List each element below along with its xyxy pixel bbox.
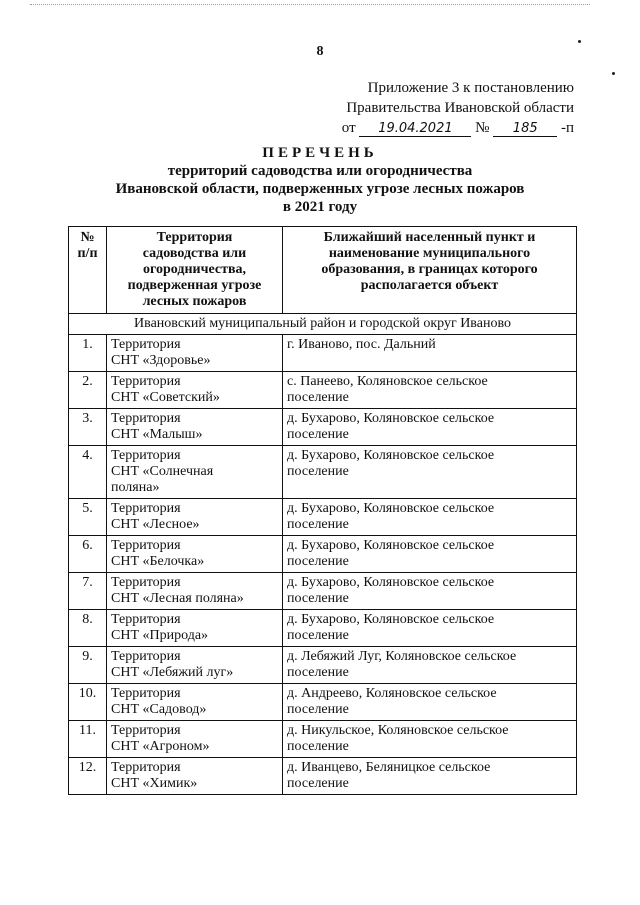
settlement-line: д. Бухарово, Коляновское сельское (287, 612, 495, 627)
territory-line: поляна» (111, 480, 160, 495)
territory-line: Территория (111, 538, 181, 553)
row-settlement (283, 409, 577, 446)
header-settlement-line: располагается объект (360, 278, 499, 293)
territory-line: Территория (111, 760, 181, 775)
table-row (69, 536, 577, 573)
row-settlement (283, 573, 577, 610)
scan-dot (612, 72, 615, 75)
settlement-line: поселение (287, 591, 349, 606)
scan-edge-artifact (30, 4, 590, 7)
row-settlement (283, 335, 577, 372)
settlement-line: с. Панеево, Коляновское сельское (287, 374, 488, 389)
from-label: от (341, 120, 356, 136)
table-row (69, 721, 577, 758)
settlement-line: поселение (287, 702, 349, 717)
territory-line: СНТ «Малыш» (111, 427, 203, 442)
territory-line: Территория (111, 649, 181, 664)
territory-line: СНТ «Садовод» (111, 702, 207, 717)
territory-line: Территория (111, 612, 181, 627)
title-line-2: Ивановской области, подверженных угрозе лесных пожаров (115, 181, 525, 197)
row-settlement (283, 647, 577, 684)
appendix-line-1: Приложение 3 к постановлению (367, 80, 574, 96)
title-main: ПЕРЕЧЕНЬ (262, 145, 378, 161)
settlement-line: г. Иваново, пос. Дальний (287, 337, 436, 352)
row-territory (107, 758, 283, 795)
territories-table (68, 226, 577, 795)
territory-line: Территория (111, 448, 181, 463)
row-number: 7. (69, 573, 107, 610)
row-number: 1. (69, 335, 107, 372)
appendix-line-3 (342, 118, 574, 138)
territory-line: Территория (111, 374, 181, 389)
table-header-row (69, 227, 577, 314)
row-number: 4. (69, 446, 107, 499)
handwritten-number: 185 (493, 121, 557, 137)
settlement-line: д. Бухарово, Коляновское сельское (287, 411, 495, 426)
settlement-line: поселение (287, 739, 349, 754)
row-number: 12. (69, 758, 107, 795)
number-suffix: -п (560, 120, 574, 136)
row-number: 11. (69, 721, 107, 758)
territory-line: СНТ «Здоровье» (111, 353, 211, 368)
table-row (69, 372, 577, 409)
settlement-line: д. Бухарово, Коляновское сельское (287, 538, 495, 553)
handwritten-date: 19.04.2021 (359, 121, 471, 137)
settlement-line: поселение (287, 665, 349, 680)
territory-line: Территория (111, 723, 181, 738)
settlement-line: поселение (287, 390, 349, 405)
row-territory (107, 372, 283, 409)
settlement-line: д. Лебяжий Луг, Коляновское сельское (287, 649, 517, 664)
table-row (69, 446, 577, 499)
table-row (69, 499, 577, 536)
header-territory-line: лесных пожаров (142, 294, 247, 309)
number-label: № (475, 120, 490, 136)
row-settlement (283, 372, 577, 409)
header-territory-line: садоводства или (142, 246, 247, 261)
page-number: 8 (316, 44, 324, 59)
territory-line: СНТ «Солнечная (111, 464, 214, 479)
row-settlement (283, 536, 577, 573)
row-settlement (283, 721, 577, 758)
table-row (69, 335, 577, 372)
appendix-line-2: Правительства Ивановской области (346, 100, 574, 116)
territory-line: СНТ «Природа» (111, 628, 209, 643)
row-territory (107, 573, 283, 610)
header-territory-line: огородничества, (142, 262, 247, 277)
territory-line: Территория (111, 575, 181, 590)
row-settlement (283, 610, 577, 647)
settlement-line: д. Иванцево, Беляницкое сельское (287, 760, 491, 775)
row-territory (107, 499, 283, 536)
row-territory (107, 721, 283, 758)
territory-line: СНТ «Белочка» (111, 554, 205, 569)
row-number: 5. (69, 499, 107, 536)
territory-line: СНТ «Химик» (111, 776, 198, 791)
territory-line: СНТ «Лесная поляна» (111, 591, 244, 606)
row-settlement (283, 758, 577, 795)
row-territory (107, 335, 283, 372)
settlement-line: поселение (287, 464, 349, 479)
table-row (69, 573, 577, 610)
appendix-header (342, 78, 574, 138)
row-number: 8. (69, 610, 107, 647)
territory-line: СНТ «Советский» (111, 390, 220, 405)
territory-line: Территория (111, 337, 181, 352)
settlement-line: д. Бухарово, Коляновское сельское (287, 501, 495, 516)
title-line-3: в 2021 году (282, 199, 358, 215)
header-territory (107, 227, 283, 314)
settlement-line: поселение (287, 517, 349, 532)
row-settlement (283, 684, 577, 721)
settlement-line: д. Андреево, Коляновское сельское (287, 686, 497, 701)
row-territory (107, 536, 283, 573)
territory-line: СНТ «Лебяжий луг» (111, 665, 234, 680)
region-row (69, 314, 577, 335)
table-row (69, 647, 577, 684)
territory-line: Территория (111, 686, 181, 701)
header-settlement-line: наименование муниципального (328, 246, 531, 261)
row-number: 10. (69, 684, 107, 721)
territory-line: СНТ «Лесное» (111, 517, 200, 532)
settlement-line: поселение (287, 554, 349, 569)
header-settlement-line: образования, в границах которого (321, 262, 538, 277)
header-number: № п/п (69, 227, 107, 314)
document-title (0, 144, 640, 216)
header-settlement-line: Ближайший населенный пункт и (323, 230, 536, 245)
header-territory-line: подверженная угрозе (127, 278, 262, 293)
header-settlement (283, 227, 577, 314)
row-territory (107, 684, 283, 721)
row-settlement (283, 446, 577, 499)
table-row (69, 610, 577, 647)
header-territory-line: Территория (156, 230, 233, 245)
territory-line: Территория (111, 501, 181, 516)
row-number: 6. (69, 536, 107, 573)
territory-line: Территория (111, 411, 181, 426)
scan-dot (578, 40, 581, 43)
territory-line: СНТ «Агроном» (111, 739, 210, 754)
row-territory (107, 446, 283, 499)
row-territory (107, 409, 283, 446)
row-territory (107, 610, 283, 647)
region-label: Ивановский муниципальный район и городской округ Иваново (69, 314, 577, 335)
table-row (69, 684, 577, 721)
settlement-line: поселение (287, 776, 349, 791)
row-number: 9. (69, 647, 107, 684)
title-line-1: территорий садоводства или огородничества (167, 163, 473, 179)
settlement-line: поселение (287, 427, 349, 442)
row-settlement (283, 499, 577, 536)
row-number: 2. (69, 372, 107, 409)
table-row (69, 758, 577, 795)
table-row (69, 409, 577, 446)
row-territory (107, 647, 283, 684)
settlement-line: д. Бухарово, Коляновское сельское (287, 575, 495, 590)
settlement-line: д. Никульское, Коляновское сельское (287, 723, 509, 738)
settlement-line: д. Бухарово, Коляновское сельское (287, 448, 495, 463)
row-number: 3. (69, 409, 107, 446)
settlement-line: поселение (287, 628, 349, 643)
